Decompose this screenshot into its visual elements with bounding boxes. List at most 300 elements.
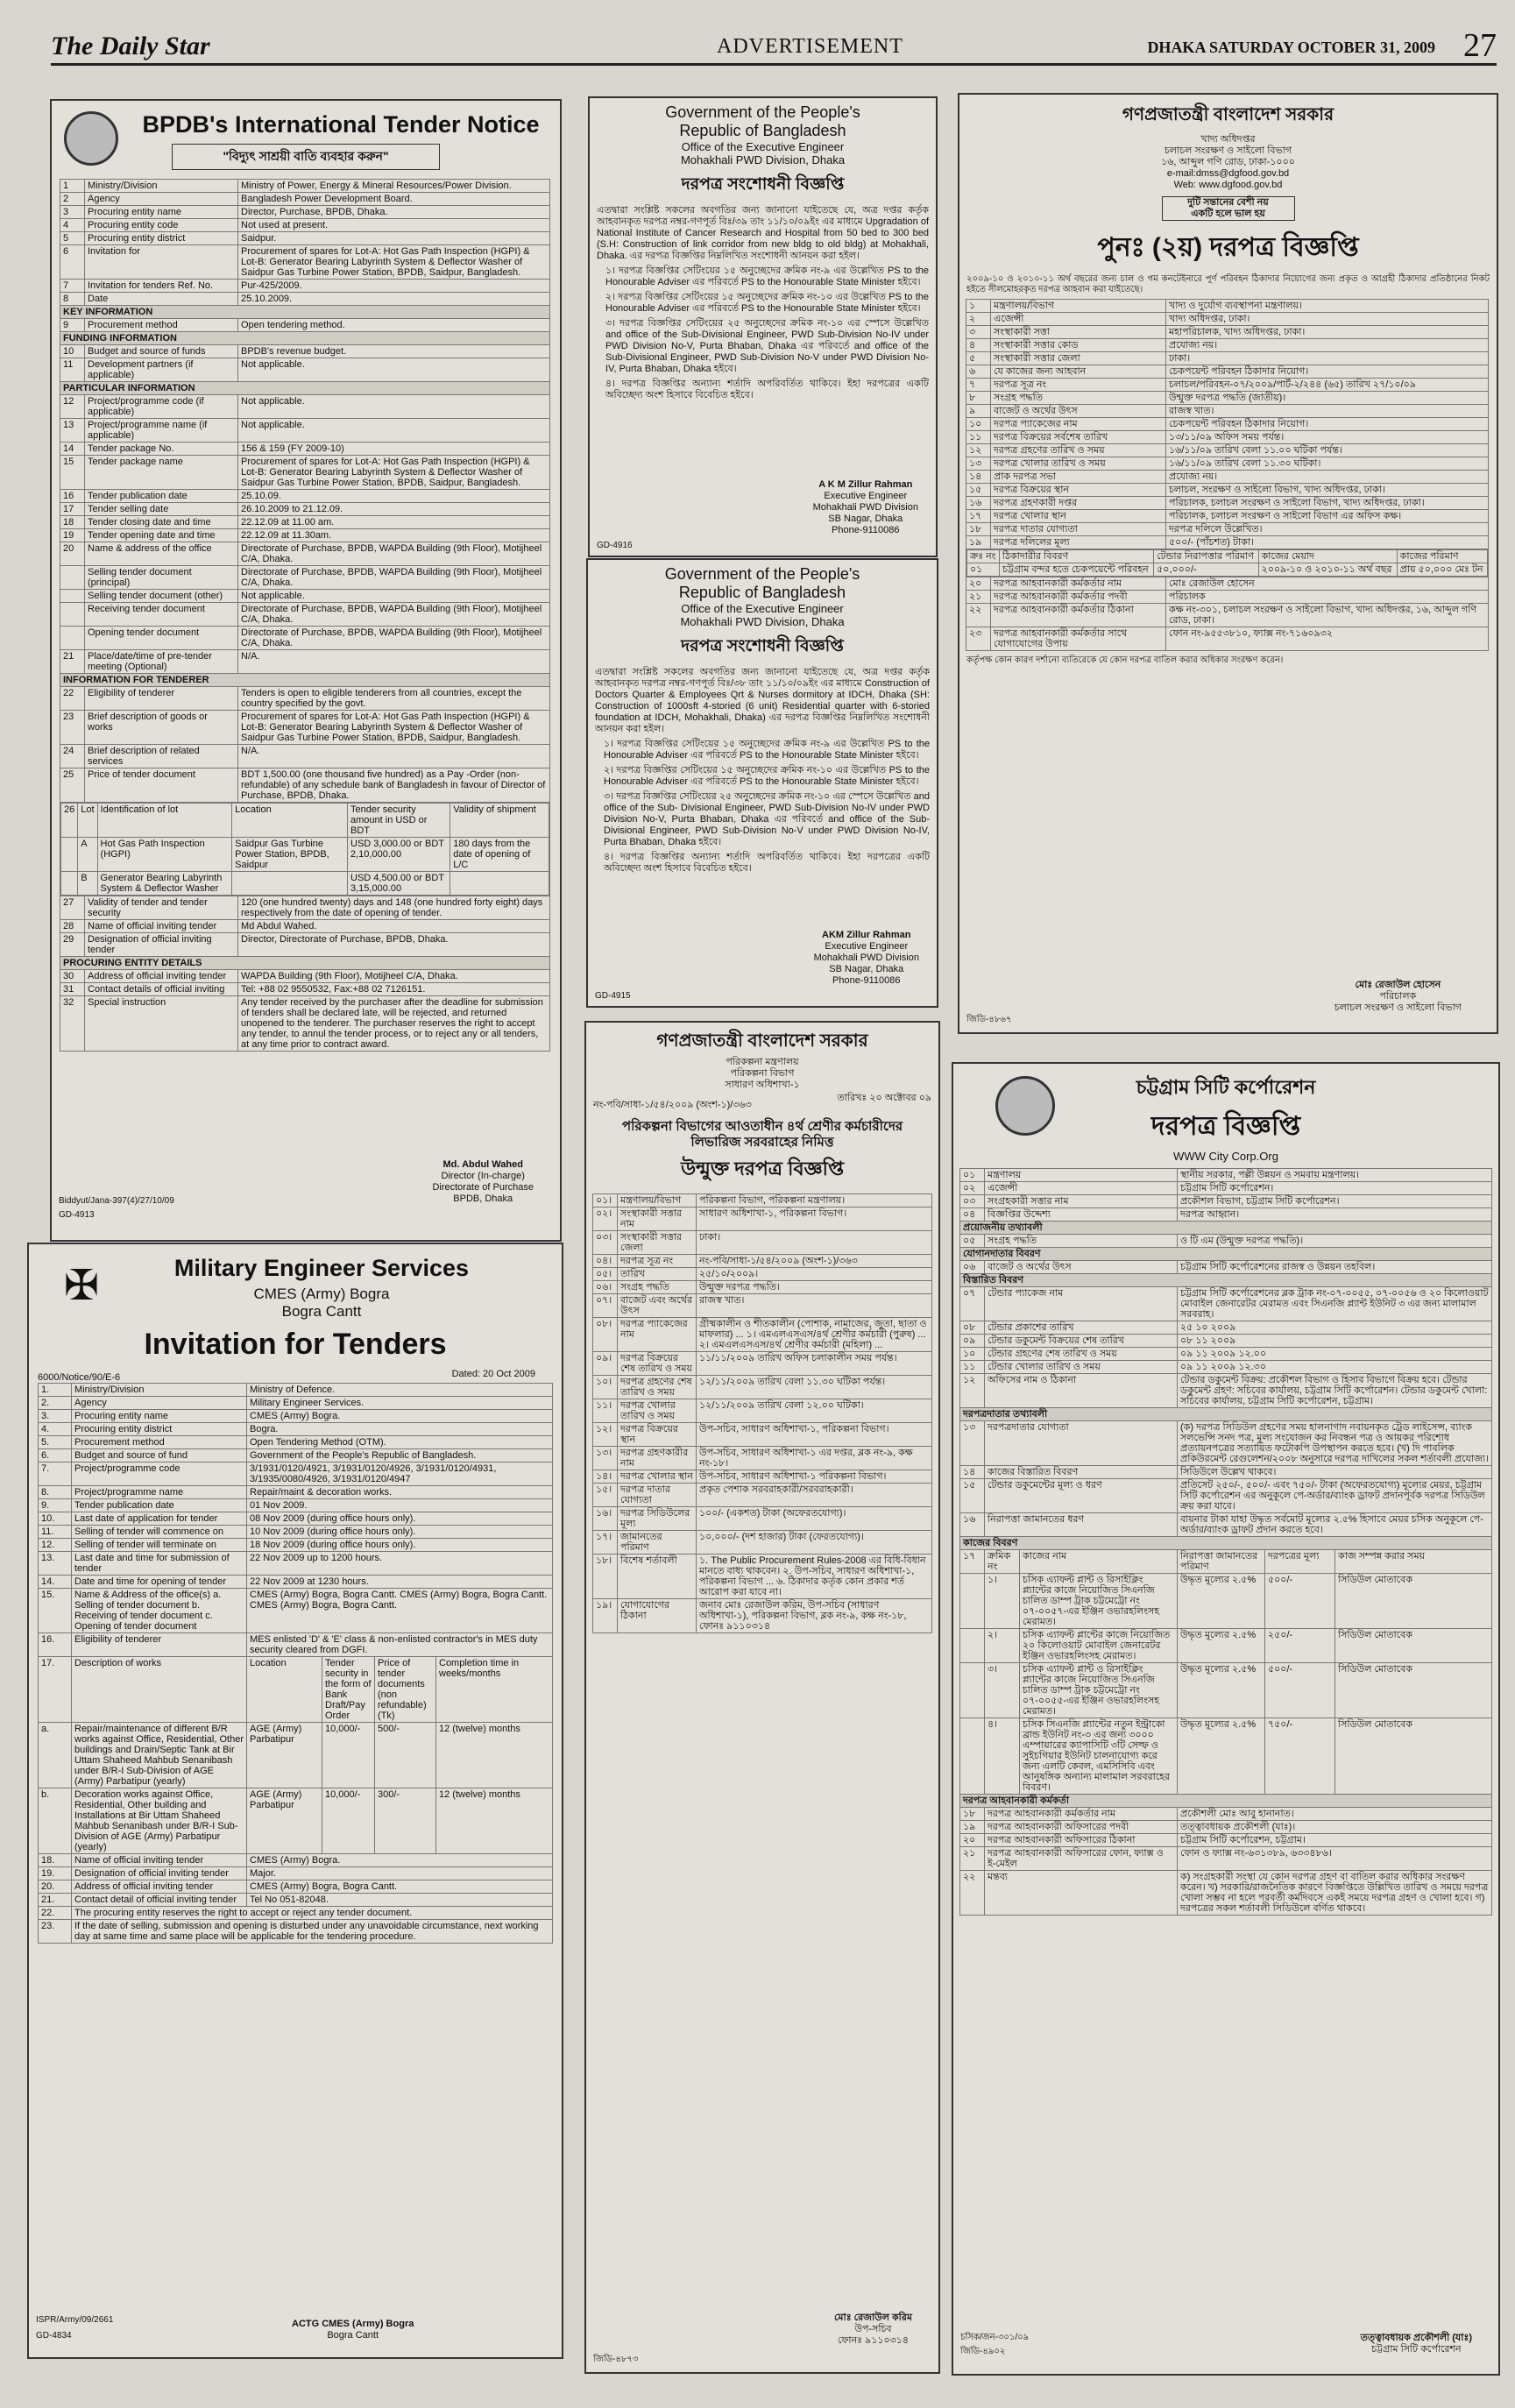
row-label: টেন্ডার খোলার তারিখ ও সময় — [985, 1361, 1178, 1374]
table-row — [593, 1399, 932, 1423]
row-no: 19. — [39, 1867, 72, 1880]
pwd-sig-line: Phone-9110086 — [832, 975, 901, 986]
table-row — [60, 970, 550, 983]
row-value: চট্টগ্রাম সিটি কর্পোরেশন, চট্টগ্রাম। — [1178, 1834, 1492, 1847]
table-row-cell: 15 — [60, 456, 85, 490]
table-row-cell: খাদ্য ও দুর্যোগ ব্যবস্থাপনা মন্ত্রণালয়। — [1166, 300, 1489, 313]
table-row-cell: Tender selling date — [85, 503, 238, 516]
row-label: Selling of tender will commence on — [72, 1526, 247, 1539]
work-item-cell: ১। — [985, 1574, 1020, 1629]
table-row-cell: Saidpur. — [238, 232, 550, 245]
table-row-cell: ১৬/১১/০৯ তারিখ বেলা ১১.৩০ ঘটিকা। — [1166, 457, 1489, 471]
table-row-cell: 13 — [60, 419, 85, 443]
ccc-tender-notice — [952, 1062, 1500, 2376]
table-row-cell: মহাপরিচালক, খাদ্য অধিদপ্তর, ঢাকা। — [1166, 326, 1489, 339]
table-row-cell: 20 — [60, 542, 85, 566]
work-item-cell: চসিক এ্যাফল্ট প্লান্ট ও রিসাইক্লিং প্ল্যান্টের কাজে নিয়োজিত সিএনজি চালিত ডাম্প ট্রাক চট্টমেট্রো নং ০৭-০০৫৫-এর ইঞ্জিন ওভারহলিংসহ মেরামত। — [1020, 1663, 1178, 1718]
table-row-cell: মন্ত্রণালয়/বিভাগ — [618, 1194, 697, 1208]
table-row — [39, 1907, 553, 1920]
table-row-cell: ১২। — [593, 1423, 618, 1447]
table-row — [60, 280, 550, 293]
table-row — [39, 1436, 553, 1449]
table-row — [60, 319, 550, 332]
table-row-cell: ৪ — [966, 339, 991, 352]
pwd-notice-1 — [588, 96, 938, 557]
row-label: মন্তব্য — [985, 1871, 1178, 1916]
work-item-cell: 12 (twelve) months — [436, 1788, 553, 1854]
table-row-cell: Name of official inviting tender — [85, 920, 238, 933]
table-row — [966, 300, 1489, 313]
row-label: Procuring entity name — [72, 1410, 247, 1423]
table-row-cell: 23 — [60, 711, 85, 745]
table-row-cell: ১৮। — [593, 1555, 618, 1599]
table-row-cell: 17 — [60, 503, 85, 516]
plan-gd: জিডি-৪৮৭৩ — [593, 2355, 639, 2364]
row-label: Last date and time for submission of tender — [72, 1552, 247, 1576]
table-row-cell: Procuring entity code — [85, 219, 238, 232]
table-row — [966, 326, 1489, 339]
section-heading — [60, 957, 550, 970]
pwd-h4: Mohakhali PWD Division, Dhaka — [680, 615, 845, 628]
table-row-cell: 21 — [60, 650, 85, 674]
row-label: নিরাপত্তা জামানতের ধরণ — [985, 1513, 1178, 1537]
row-label: Ministry/Division — [72, 1384, 247, 1397]
row-label: দরপত্র আহবানকারী কর্মকর্তার নাম — [985, 1808, 1178, 1821]
pwd-signature — [814, 930, 919, 987]
table-row-cell: 2 — [60, 193, 85, 206]
table-row-cell: Directorate of Purchase, BPDB, WAPDA Building (9th Floor), Motijheel C/A, Dhaka. — [238, 566, 550, 590]
lot-item — [61, 838, 549, 872]
row-label: Last date of application for tender — [72, 1512, 247, 1526]
row-value: ও টি এম (উন্মুক্ত দরপত্র পদ্ধতি)। — [1178, 1235, 1492, 1248]
plan-h4: সাধারণ অধিশাখা-১ — [725, 1080, 800, 1090]
table-row-cell: Price of tender document — [85, 768, 238, 803]
table-row — [966, 471, 1489, 484]
row-no: 7. — [39, 1463, 72, 1486]
row-value: 08 Nov 2009 (during office hours only). — [247, 1512, 553, 1526]
table-row — [960, 1169, 1492, 1182]
table-row-cell: বিশেষ শর্তাবলী — [618, 1555, 697, 1599]
section-heading — [60, 332, 550, 345]
bpdb-logo — [64, 111, 118, 166]
table-row-cell: দরপত্র আহবানকারী কর্মকর্তার পদবী — [991, 591, 1166, 604]
bpdb-tender-notice — [50, 99, 562, 1242]
work-header-cell: নিরাপত্তা জামানতের পরিমাণ — [1178, 1550, 1265, 1574]
table-row-cell: ঢাকা। — [1166, 352, 1489, 365]
table-row — [960, 1335, 1492, 1348]
section-heading-label: প্রয়োজনীয় তথ্যাবলী — [960, 1222, 1492, 1235]
table-row-cell: 1 — [60, 180, 85, 193]
table-row — [60, 245, 550, 280]
work-item-cell: AGE (Army) Parbatipur — [247, 1723, 322, 1788]
table-row — [39, 1867, 553, 1880]
table-row — [960, 1466, 1492, 1479]
section-heading — [960, 1795, 1492, 1808]
lot-item-cell: A — [78, 838, 97, 872]
table-row-cell: Validity of tender and tender security — [85, 896, 238, 920]
table-row-cell: দরপত্র দাতার যোগ্যতা — [991, 523, 1166, 536]
row-label: টেন্ডার গ্রহণের শেষ তারিখ ও সময় — [985, 1348, 1178, 1361]
table-row-cell: Directorate of Purchase, BPDB, WAPDA Building (9th Floor), Motijheel C/A, Dhaka. — [238, 542, 550, 566]
lot-header-cell: Tender security amount in USD or BDT — [348, 804, 450, 838]
work-item-cell: a. — [39, 1723, 72, 1788]
schedule-header-cell: ঠিকাদারীর বিবরণ — [999, 550, 1153, 563]
schedule-header — [967, 550, 1488, 563]
table-row-cell: Not applicable. — [238, 419, 550, 443]
table-row-cell: ১১ — [966, 431, 991, 444]
work-header-cell: কাজের নাম — [1020, 1550, 1178, 1574]
table-row-cell: Project/programme code (if applicable) — [85, 395, 238, 419]
table-row-cell: উপ-সচিব, সাধারণ অধিশাখা-১, পরিকল্পনা বিভাগ। — [697, 1423, 932, 1447]
row-label: Procuring entity district — [72, 1423, 247, 1436]
table-row-cell: 25.10.09. — [238, 490, 550, 503]
section-heading-label: কাজের বিবরণ — [960, 1537, 1492, 1550]
row-label: Eligibility of tenderer — [72, 1633, 247, 1657]
table-row-cell: ৯ — [966, 405, 991, 418]
table-row — [966, 484, 1489, 497]
row-no: ২২ — [960, 1871, 985, 1916]
row-label: Designation of official inviting tender — [72, 1867, 247, 1880]
table-row-cell: ২০ — [966, 577, 991, 591]
row-label: Contact detail of official inviting tender — [72, 1894, 247, 1907]
table-row — [39, 1499, 553, 1512]
row-no: ০৯ — [960, 1335, 985, 1348]
table-row — [39, 1576, 553, 1589]
row-no: 18. — [39, 1854, 72, 1867]
table-row — [960, 1374, 1492, 1408]
table-row — [39, 1920, 553, 1944]
row-value: 22 Nov 2009 up to 1200 hours. — [247, 1552, 553, 1576]
row-label: দরপত্রদাতার যোগ্যতা — [985, 1421, 1178, 1466]
table-row — [39, 1633, 553, 1657]
row-no: 12. — [39, 1539, 72, 1552]
table-row — [960, 1421, 1492, 1466]
table-row-cell: ৮ — [966, 392, 991, 405]
dgfood-h2: খাদ্য অধিদপ্তর — [1200, 134, 1256, 145]
work-item-cell: উদ্ধৃত মূল্যের ২.৫% — [1178, 1629, 1265, 1663]
work-item-cell: সিডিউল মোতাবেক — [1335, 1629, 1492, 1663]
table-row-cell: Director, Purchase, BPDB, Dhaka. — [238, 206, 550, 219]
table-row — [960, 1847, 1492, 1871]
plan-h2: পরিকল্পনা মন্ত্রণালয় — [726, 1057, 799, 1067]
table-row-cell: N/A. — [238, 650, 550, 674]
row-value: চট্টগ্রাম সিটি কর্পোরেশনের রাজস্ব ও উন্নয়ন তহবিল। — [1178, 1261, 1492, 1274]
section-heading-label: যোগানদাতার বিবরণ — [960, 1248, 1492, 1261]
lot-cell — [60, 803, 550, 896]
table-row-cell: ০৬। — [593, 1281, 618, 1294]
table-row-cell: 12 — [60, 395, 85, 419]
row-text: If the date of selling, submission and opening is disturbed under any unavoidable circumstance, next working day at same time and same place will be applicable for the tendering procedure. — [72, 1920, 553, 1944]
row-label: Project/programme code — [72, 1463, 247, 1486]
dgfood-motto2: একটি হলে ভাল হয় — [1191, 209, 1265, 219]
row-value: তত্ত্বাবধায়ক প্রকৌশলী (যাঃ)। — [1178, 1821, 1492, 1834]
work-header-cell: Description of works — [72, 1657, 247, 1723]
table-row-cell: Ministry of Power, Energy & Mineral Resources/Power Division. — [238, 180, 550, 193]
table-row-cell: Tender opening date and time — [85, 529, 238, 542]
pwd-item: ৩। দরপত্র বিজ্ঞপ্তির সেটিংয়ের ২৫ অনুচ্ছেদের ক্রমিক নং-১০ এর স্পেসে উল্লেখিত and office of the Sub- Divisional Engineer, PWD Sub-Division No-IV under PWD Division No-V, Purta Bhaban, Dhaka এর পরিবর্তে and office of the Sub-Divisional Engineer, PWD Sub-Division No-V under PWD Division No-IV, Purta Bhaban, Dhaka হইবে। — [604, 791, 930, 847]
row-label: মন্ত্রণালয় — [985, 1169, 1178, 1182]
work-item-cell: ২৫০/- — [1265, 1629, 1335, 1663]
schedule-item-cell: ০১ — [967, 563, 1000, 577]
table-row — [39, 1463, 553, 1486]
dgfood-signature — [1334, 980, 1462, 1014]
table-row-cell — [60, 603, 85, 627]
table-row-cell: Invitation for tenders Ref. No. — [85, 280, 238, 293]
table-row-cell: ১৬/১১/০৯ তারিখ বেলা ১১.০০ ঘটিকা পর্যন্ত। — [1166, 444, 1489, 457]
table-row-cell: Contact details of official inviting — [85, 983, 238, 996]
table-row — [60, 358, 550, 382]
pwd-h1: Government of the People's — [665, 103, 860, 121]
mes-signature — [292, 2319, 414, 2341]
bpdb-gd: GD-4913 — [59, 1210, 95, 1220]
table-row — [60, 650, 550, 674]
table-row — [960, 1182, 1492, 1195]
table-row — [60, 232, 550, 245]
pwd-item: ২। দরপত্র বিজ্ঞপ্তির সেটিংয়ের ১৫ অনুচ্ছেদের ক্রমিক নং-১০ এর উল্লেখিত PS to the Honourable Adviser এর পরিবর্তে PS to the Honourable State Minister হইবে। — [605, 292, 929, 314]
work-header-cell: Tender security in the form of Bank Draft/Pay Order — [322, 1657, 375, 1723]
table-row-cell: প্রকৃত পেশাক সরবরাহকারী/সরবরাহকারী। — [697, 1484, 932, 1507]
section-heading — [960, 1222, 1492, 1235]
row-text: The procuring entity reserves the right to accept or reject any tender document. — [72, 1907, 553, 1920]
lot-header-cell: 26 — [61, 804, 78, 838]
table-row-cell: WAPDA Building (9th Floor), Motijheel C/A, Dhaka. — [238, 970, 550, 983]
row-value: ফোন ও ফ্যাক্স নং-৬৩১৩৮৯, ৬৩৩৪৮৬। — [1178, 1847, 1492, 1871]
table-row — [960, 1321, 1492, 1335]
work-item-cell: 10,000/- — [322, 1723, 375, 1788]
table-row — [60, 933, 550, 957]
table-row — [966, 457, 1489, 471]
table-row — [39, 1880, 553, 1894]
table-row-cell: 27 — [60, 896, 85, 920]
schedule-header-cell: কাজের পরিমাণ — [1397, 550, 1487, 563]
lot-item-cell: Generator Bearing Labyrinth System & Deflector Washer — [97, 872, 232, 896]
row-no: ০৮ — [960, 1321, 985, 1335]
row-value: দরপত্র আহ্বান। — [1178, 1208, 1492, 1222]
pwd-body: এতদ্বারা সংশ্লিষ্ট সকলের অবগতির জন্য জানানো যাইতেছে যে, অত্র দপ্তর কর্তৃক আহবানকৃত দরপত্র নম্বর-গণপূর্ত বিঃ/৩৮ তাং ১১/১০/০৯ইং এর মাধ্যমে Construction of Doctors Quarter & Employees Qrt & Nurses dormitory at IDCH, Dhaka (SH: Construction of 1000sft 4-storied (6 unit) Residential quarter with 6-storied foundation at IDCH, Mohakhali, Dhaka) এর দরপত্র বিজ্ঞপ্তির নিম্নলিখিত সংশোধনী আনয়ন করা হইল। — [595, 667, 930, 734]
table-row-cell: Tender package name — [85, 456, 238, 490]
row-value: স্থানীয় সরকার, পল্লী উন্নয়ন ও সমবায় মন্ত্রণালয়। — [1178, 1169, 1492, 1182]
lot-item-cell — [232, 872, 348, 896]
plan-ref-line — [593, 1093, 931, 1115]
row-label: কাজের বিস্তারিত বিবরণ — [985, 1466, 1178, 1479]
plan-h3: পরিকল্পনা বিভাগ — [730, 1068, 795, 1079]
table-row-cell: ০৯। — [593, 1352, 618, 1376]
work-item-cell: 500/- — [375, 1723, 436, 1788]
pwd-h2: Republic of Bangladesh — [678, 584, 846, 601]
plan-table — [592, 1193, 932, 1633]
issue-date: DHAKA SATURDAY OCTOBER 31, 2009 — [1147, 39, 1435, 56]
table-row-cell: সংস্থাকারী সত্তার জেলা — [618, 1231, 697, 1255]
table-row — [60, 490, 550, 503]
plan-signatory-title: উপ-সচিব — [854, 2324, 892, 2334]
table-row-cell: ১০০/- (একশত) টাকা (অফেরতযোগ্য)। — [697, 1507, 932, 1531]
table-row-cell: ১১। — [593, 1399, 618, 1423]
table-row — [60, 529, 550, 542]
table-row-cell: যে কাজের জন্য আহবান — [991, 365, 1166, 379]
table-row-cell: ১৪। — [593, 1470, 618, 1484]
table-row — [966, 339, 1489, 352]
table-row-cell: Selling tender document (principal) — [85, 566, 238, 590]
table-row — [593, 1423, 932, 1447]
row-label: অফিসের নাম ও ঠিকানা — [985, 1374, 1178, 1408]
table-row-cell: ঢাকা। — [697, 1231, 932, 1255]
mes-crest: ✠ — [63, 1263, 100, 1309]
table-row-cell: দরপত্র গ্রহণের তারিখ ও সময় — [991, 444, 1166, 457]
table-row — [60, 419, 550, 443]
row-value: বায়নার টাকা যাহা উদ্ধৃত সর্বমোট মূল্যের ২.৫% হিসাবে মেয়র চসিক অনুকূলে পে-অর্ডার/ব্যাংক ড্রাফট প্রদান করতে হবে। — [1178, 1513, 1492, 1537]
schedule-item-cell: প্রায় ৫০,০০০ মেঃ টন — [1397, 563, 1487, 577]
table-row-cell: দরপত্র বিক্রয়ের শেষ তারিখ ও সময় — [618, 1352, 697, 1376]
table-row — [39, 1894, 553, 1907]
table-row — [60, 983, 550, 996]
row-value: Bogra. — [247, 1423, 553, 1436]
pwd-sig-line: Mohakhali PWD Division — [812, 502, 918, 513]
table-row-cell: 6 — [60, 245, 85, 280]
row-label: Budget and source of fund — [72, 1449, 247, 1463]
row-value: CMES (Army) Bogra, Bogra Cantt. CMES (Army) Bogra, Bogra Cantt. CMES (Army) Bogra, Bogra Cantt. — [247, 1589, 553, 1633]
work-item — [960, 1718, 1492, 1795]
row-label: Name & Address of the office(s) a. Selling of tender document b. Receiving of tender document c. Opening of tender document — [72, 1589, 247, 1633]
section-heading — [960, 1537, 1492, 1550]
ccc-web: WWW City Corp.Org — [1173, 1150, 1278, 1163]
table-row — [966, 577, 1489, 591]
pwd-gd: GD-4915 — [595, 991, 631, 1001]
row-no: ২০ — [960, 1834, 985, 1847]
table-row-cell: ০৭। — [593, 1294, 618, 1318]
table-row — [966, 497, 1489, 510]
section-heading-label: দরপত্র আহবানকারী কর্মকর্তা — [960, 1795, 1492, 1808]
pwd-title: দরপত্র সংশোধনী বিজ্ঞপ্তি — [681, 175, 845, 194]
work-header-cell: Location — [247, 1657, 322, 1723]
table-row — [60, 443, 550, 456]
table-row-cell: ০৮। — [593, 1318, 618, 1352]
table-row-cell: উন্মুক্ত দরপত্র পদ্ধতি (জাতীয়)। — [1166, 392, 1489, 405]
table-row — [593, 1294, 932, 1318]
row-no: 5. — [39, 1436, 72, 1449]
table-row — [60, 627, 550, 650]
table-row-cell: 120 (one hundred twenty) days and 148 (one hundred forty eight) days respectively from the date of opening of tender. — [238, 896, 550, 920]
work-item-cell — [960, 1574, 985, 1629]
row-label: Selling of tender will terminate on — [72, 1539, 247, 1552]
table-row-cell: বাজেট ও অর্থের উৎস — [991, 405, 1166, 418]
table-row — [960, 1287, 1492, 1321]
table-row-cell: ১৯ — [966, 536, 991, 549]
work-item-cell: উদ্ধৃত মূল্যের ২.৫% — [1178, 1718, 1265, 1795]
table-row-cell: মোঃ রেজাউল হোসেন — [1166, 577, 1489, 591]
section-heading — [60, 674, 550, 687]
bpdb-slogan: "বিদ্যুৎ সাশ্রয়ী বাতি ব্যবহার করুন" — [172, 144, 440, 170]
table-row-cell: 19 — [60, 529, 85, 542]
row-no: ০৫ — [960, 1235, 985, 1248]
plan-title1: পরিকল্পনা বিভাগের আওতাধীন ৪র্থ শ্রেণীর কর্মচারীদের লিভারিজ সরবরাহের নিমিত্ত — [621, 1119, 903, 1150]
table-row-cell: ২৩ — [966, 627, 991, 651]
dgfood-gd: জিডি-৪৮৬৭ — [966, 1015, 1012, 1024]
table-row-cell: ১৮ — [966, 523, 991, 536]
table-row-cell: সংস্থাকারী সত্তা — [991, 326, 1166, 339]
ccc-gd: জিডি-৪৯০২ — [960, 2347, 1006, 2356]
table-row-cell — [60, 627, 85, 650]
lot-row — [60, 803, 550, 896]
row-value: চট্টগ্রাম সিটি কর্পোরেশনের ব্লক ট্রাক নং-০৭-০০৫৫, ০৭-০০৫৬ ও ২০ কিলোওয়াট মোবাইল জেনারেটর মেরামত এবং সিএনজি প্ল্যান্ট ইউনিট ৩ এর জন্য মালামাল সরবরাহ। — [1178, 1287, 1492, 1321]
row-no: ০৪ — [960, 1208, 985, 1222]
table-row — [960, 1361, 1492, 1374]
table-row-cell: Brief description of goods or works — [85, 711, 238, 745]
table-row-cell: সংগ্রহ পদ্ধতি — [991, 392, 1166, 405]
row-label: Address of official inviting tender — [72, 1880, 247, 1894]
table-row-cell: ১৭ — [966, 510, 991, 523]
work-item-cell: ৩। — [985, 1663, 1020, 1718]
table-row-cell: ১৬। — [593, 1507, 618, 1531]
section-heading-label: PARTICULAR INFORMATION — [60, 382, 550, 395]
table-row — [960, 1821, 1492, 1834]
table-row-cell: 5 — [60, 232, 85, 245]
table-row-cell: 25.10.2009. — [238, 293, 550, 306]
table-row-cell: ১২/১১/২০০৯ তারিখ বেলা ১২.০০ ঘটিকা। — [697, 1399, 932, 1423]
table-row-cell: ২৫/১০/২০০৯। — [697, 1268, 932, 1281]
table-row-cell: Procurement method — [85, 319, 238, 332]
row-label: Date and time for opening of tender — [72, 1576, 247, 1589]
section-heading-label: FUNDING INFORMATION — [60, 332, 550, 345]
lot-item-cell: B — [78, 872, 97, 896]
pwd-item: ৪। দরপত্র বিজ্ঞপ্তির অন্যান্য শর্তাদি অপরিবর্তিত থাকিবে। ইহা দরপত্রের একটি অবিচ্ছেদ্য অংশ হিসাবে বিবেচিত হইবে। — [604, 852, 930, 874]
row-value: প্রতিসেট ২৫০/-, ৫০০/- এবং ৭৫০/- টাকা (অফেরতযোগ্য) মূল্যের মেয়র, চট্টগ্রাম সিটি কর্পোরেশন এর অনুকূলে পে-অর্ডার/ব্যাংক ড্রাফট প্রদানপূর্বক দরপত্র সিডিউল ক্রয় করা যাবে। — [1178, 1479, 1492, 1513]
plan-title2: উন্মুক্ত দরপত্র বিজ্ঞপ্তি — [680, 1158, 845, 1179]
mes-dated: Dated: 20 Oct 2009 — [451, 1369, 535, 1379]
work-header — [960, 1550, 1492, 1574]
table-row — [966, 418, 1489, 431]
table-row-cell: 26.10.2009 to 21.12.09. — [238, 503, 550, 516]
mes-sub2: Bogra Cantt — [281, 1303, 362, 1320]
table-row-cell: খাদ্য অধিদপ্তর, ঢাকা। — [1166, 313, 1489, 326]
schedule-header-cell: টেন্ডার নিরাপত্তার পরিমাণ — [1154, 550, 1258, 563]
table-row — [960, 1348, 1492, 1361]
table-row-cell: ৫০০/- (পাঁচশত) টাকা। — [1166, 536, 1489, 549]
table-row-cell: প্রাক দরপত্র সভা — [991, 471, 1166, 484]
table-row-cell: দরপত্র বিক্রয়ের স্থান — [618, 1423, 697, 1447]
bpdb-table — [60, 179, 550, 1052]
dgfood-h4: ১৬, আব্দুল গণি রোড, ঢাকা-১০০০ — [1161, 157, 1295, 167]
mes-gd: GD-4834 — [36, 2331, 72, 2341]
table-row-cell: Agency — [85, 193, 238, 206]
table-row — [593, 1555, 932, 1599]
table-row — [960, 1513, 1492, 1537]
table-row-cell — [60, 566, 85, 590]
ccc-logo — [995, 1076, 1055, 1136]
table-row-cell: ৩ — [966, 326, 991, 339]
table-row-cell: ১. The Public Procurement Rules-2008 এর বিধি-বিধান মানতে বাধ্য থাকবেন। ২. উপ-সচিব, সাধারণ অধিশাখা-১, পরিকল্পনা বিভাগ ... ৬. ঠিকাদার কর্তৃক কোন প্রকার শর্ত আরোপ করা যাবে না। — [697, 1555, 932, 1599]
table-row — [60, 687, 550, 711]
table-row — [960, 1834, 1492, 1847]
row-label: সংগ্রহ পদ্ধতি — [985, 1235, 1178, 1248]
table-row-cell: 30 — [60, 970, 85, 983]
dgfood-h3: চলাচল সংরক্ষণ ও সাইলো বিভাগ — [1164, 145, 1292, 156]
row-value: Government of the People's Republic of Bangladesh. — [247, 1449, 553, 1463]
table-row-cell: Procurement of spares for Lot-A: Hot Gas Path Inspection (HGPI) & Lot-B: Generator Bearing Labyrinth System & Deflector Washer of Saidpur Gas Turbine Power Station, BPDB, Saidpur, Bangladesh. — [238, 456, 550, 490]
work-item — [960, 1574, 1492, 1629]
dgfood-web: Web: www.dgfood.gov.bd — [1173, 180, 1283, 190]
table-row-cell: জামানতের পরিমাণ — [618, 1531, 697, 1555]
row-no: ০৬ — [960, 1261, 985, 1274]
table-row-cell: ১৩ — [966, 457, 991, 471]
table-row — [960, 1261, 1492, 1274]
lot-item — [61, 872, 549, 896]
row-value: ০৯ ১১ ২০০৯ ১২.৩০ — [1178, 1361, 1492, 1374]
table-row — [966, 591, 1489, 604]
row-no: ০১ — [960, 1169, 985, 1182]
table-row-cell: Designation of official inviting tender — [85, 933, 238, 957]
row-label: বিজ্ঞপ্তির উদ্দেশ্য — [985, 1208, 1178, 1222]
table-row-cell: 28 — [60, 920, 85, 933]
